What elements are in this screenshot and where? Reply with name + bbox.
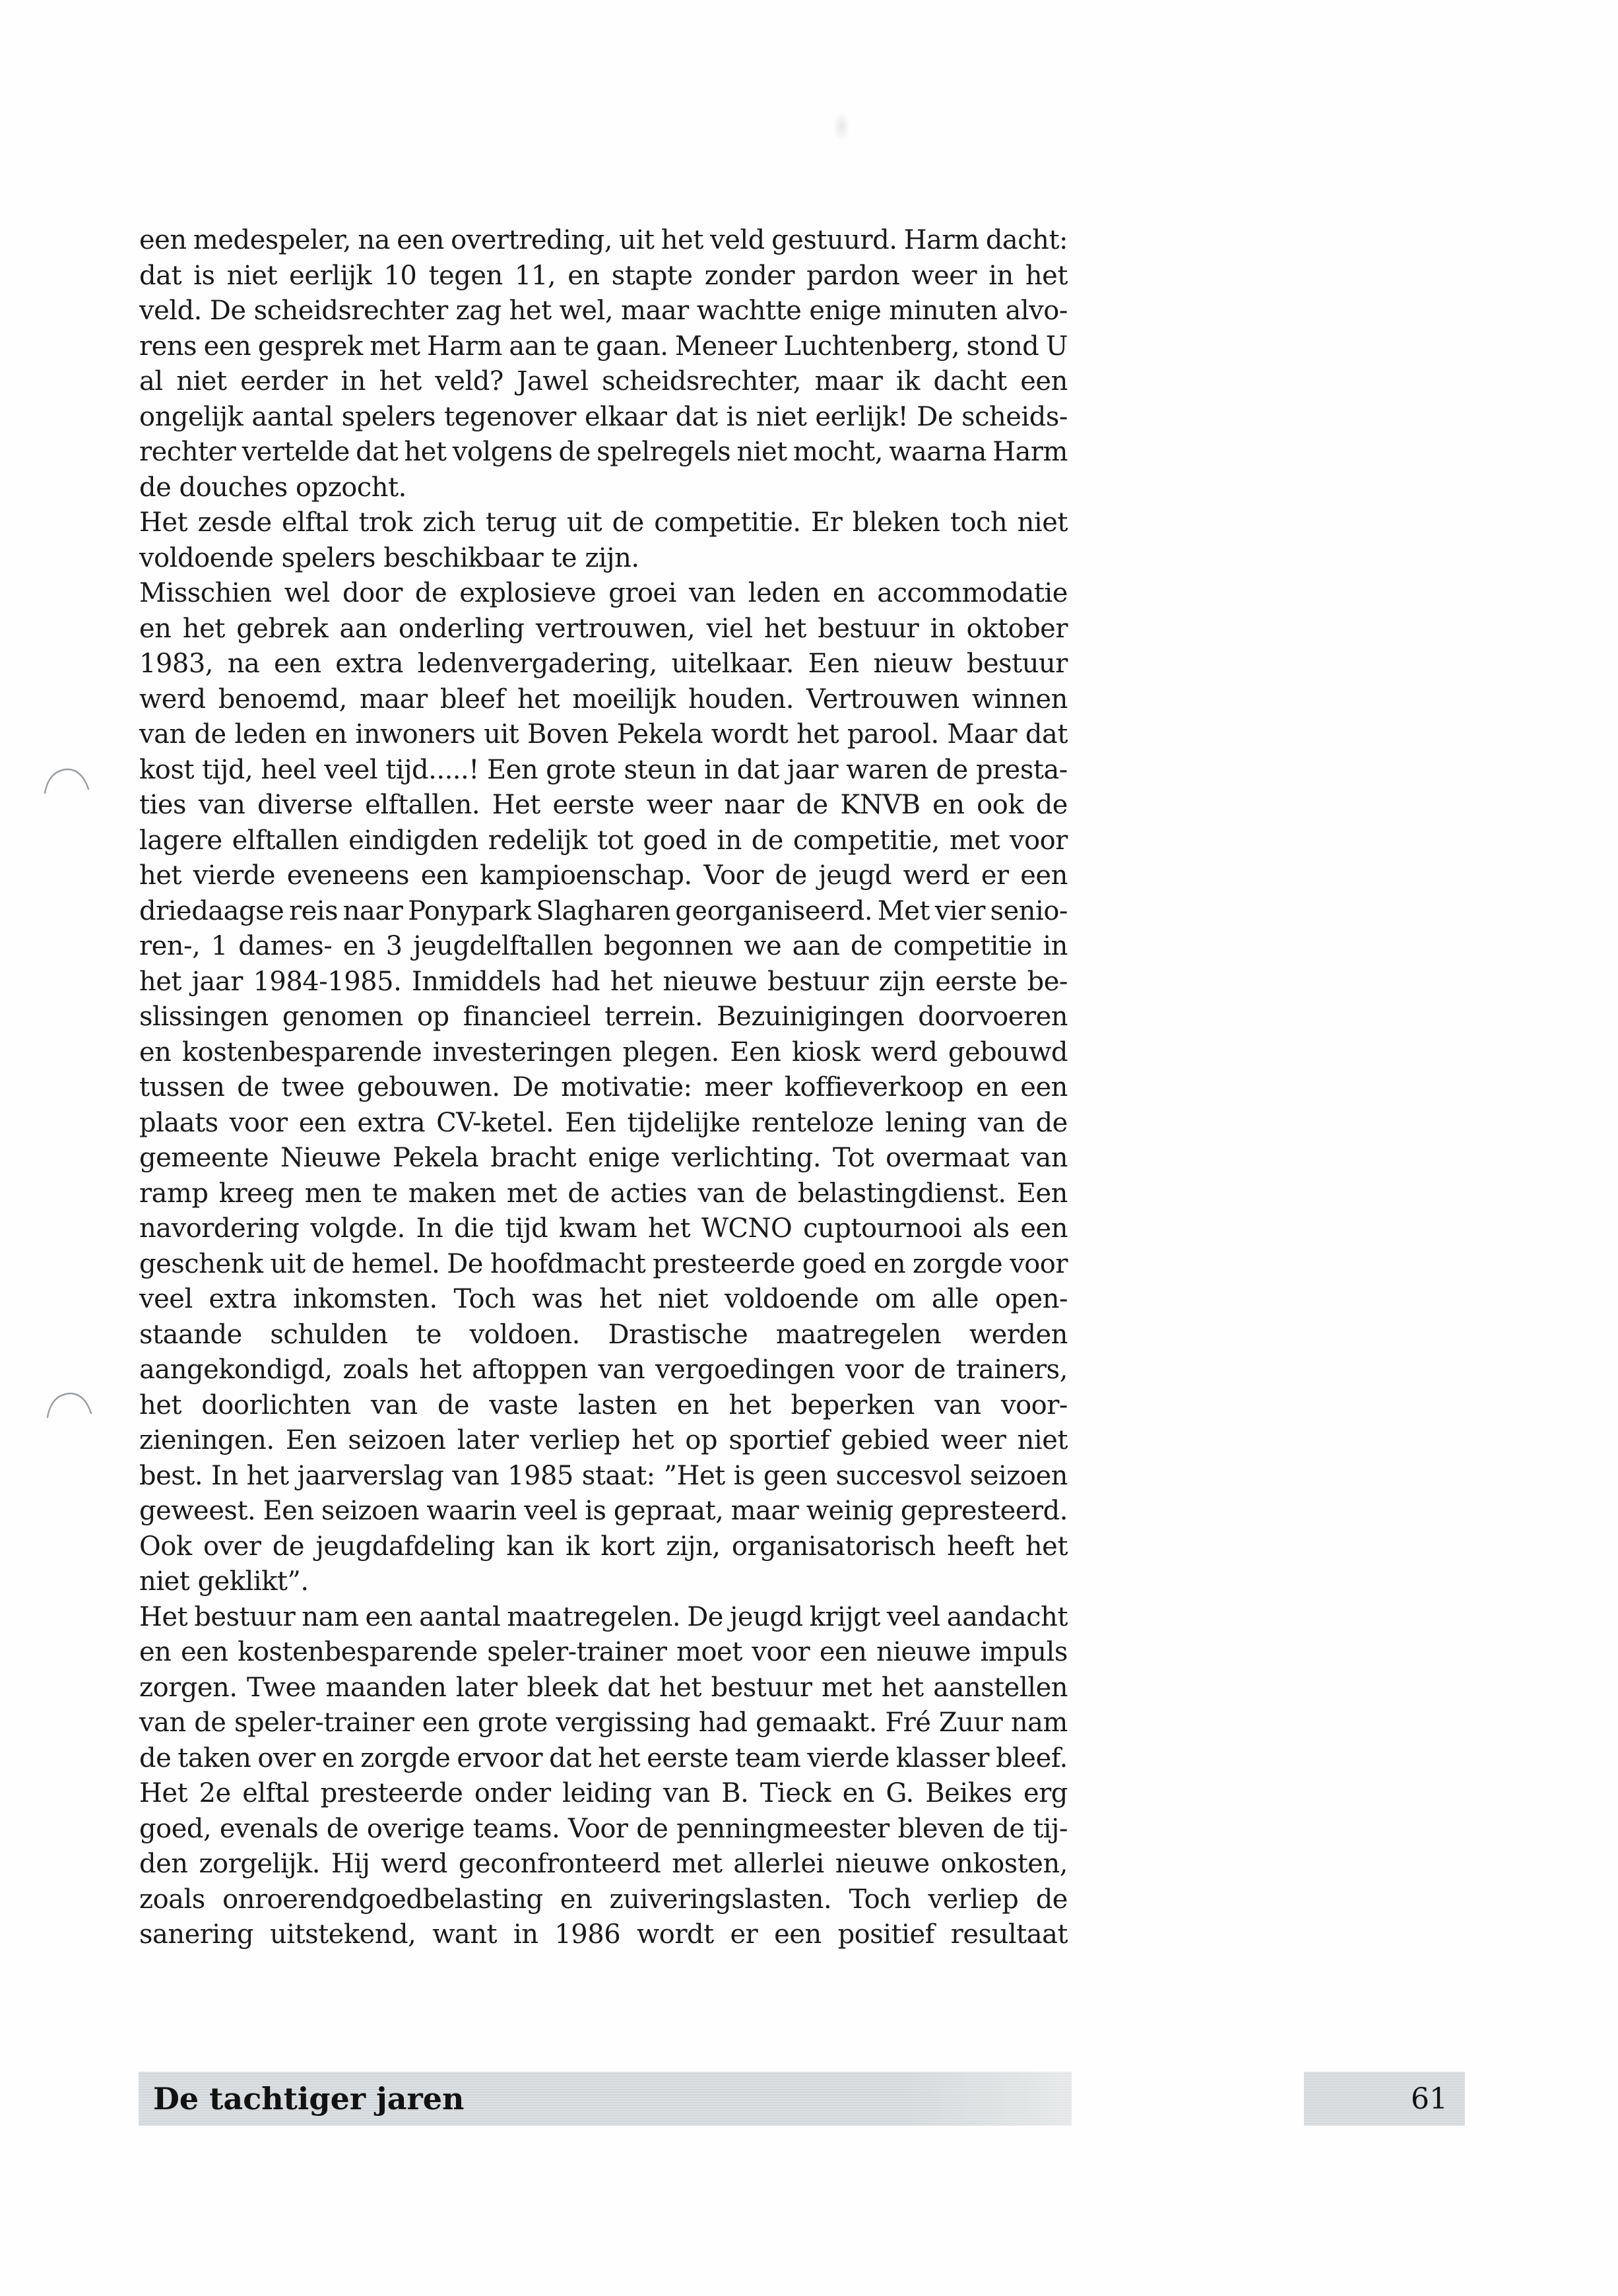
text-line: zieningen. Een seizoen later verliep het op sportief gebied weer niet [139, 1425, 1068, 1455]
paragraph [139, 505, 1068, 576]
text-line: Misschien wel door de explosieve groei van leden en accommodatie [139, 578, 1068, 608]
text-line: aangekondigd, zoals het aftoppen van vergoedingen voor de trainers, [139, 1355, 1068, 1385]
body-text [139, 223, 1068, 1953]
text-line: Het 2e elftal presteerde onder leiding van B. Tieck en G. Beikes erg [139, 1778, 1068, 1808]
text-line: veel extra inkomsten. Toch was het niet voldoende om alle open- [139, 1284, 1068, 1314]
text-line: plaats voor een extra CV-ketel. Een tijdelijke renteloze lening van de [139, 1107, 1068, 1138]
text-line: zoals onroerendgoedbelasting en zuiveringslasten. Toch verliep de [139, 1884, 1068, 1915]
text-line: Het bestuur nam een aantal maatregelen. De jeugd krijgt veel aandacht [139, 1601, 1068, 1632]
text-line: kost tijd, heel veel tijd.....! Een grote steun in dat jaar waren de presta- [139, 754, 1068, 785]
text-line: den zorgelijk. Hij werd geconfronteerd met allerlei nieuwe onkosten, [139, 1849, 1068, 1879]
text-line: Ook over de jeugdafdeling kan ik kort zijn, organisatorisch heeft het [139, 1531, 1068, 1562]
text-line: ongelijk aantal spelers tegenover elkaar dat is niet eerlijk! De scheids- [139, 401, 1068, 432]
pen-mark-arc [42, 765, 92, 797]
text-line: slissingen genomen op financieel terrein. Bezuinigingen doorvoeren [139, 1002, 1068, 1032]
text-line: een medespeler, na een overtreding, uit het veld gestuurd. Harm dacht: [139, 225, 1068, 255]
text-line: het jaar 1984-1985. Inmiddels had het nieuwe bestuur zijn eerste be- [139, 966, 1068, 997]
text-line: het doorlichten van de vaste lasten en het beperken van voor- [139, 1389, 1068, 1420]
text-line: de taken over en zorgde ervoor dat het eerste team vierde klasser bleef. [139, 1742, 1068, 1773]
paragraph [139, 223, 1068, 505]
text-line: dat is niet eerlijk 10 tegen 11, en stapte zonder pardon weer in het [139, 260, 1068, 291]
text-line: al niet eerder in het veld? Jawel scheidsrechter, maar ik dacht een [139, 366, 1068, 397]
text-line: niet geklikt”. [139, 1566, 309, 1597]
text-line: en een kostenbesparende speler-trainer moet voor een nieuwe impuls [139, 1637, 1068, 1667]
text-line: voldoende spelers beschikbaar te zijn. [139, 542, 639, 573]
text-line: ties van diverse elftallen. Het eerste weer naar de KNVB en ook de [139, 790, 1068, 820]
text-line: veld. De scheidsrechter zag het wel, maar wachtte enige minuten alvo- [139, 296, 1068, 326]
text-line: best. In het jaarverslag van 1985 staat: ”Het is geen succesvol seizoen [139, 1460, 1068, 1491]
text-line: van de leden en inwoners uit Boven Pekela wordt het parool. Maar dat [139, 719, 1068, 749]
text-line: staande schulden te voldoen. Drastische maatregelen werden [139, 1319, 1068, 1350]
text-line: lagere elftallen eindigden redelijk tot goed in de competitie, met voor [139, 825, 1068, 856]
paragraph [139, 576, 1068, 1600]
text-line: de douches opzocht. [139, 472, 406, 503]
pen-mark-arc [45, 1389, 95, 1421]
page-number: 61 [1411, 2082, 1448, 2116]
text-line: zorgen. Twee maanden later bleek dat het bestuur met het aanstellen [139, 1672, 1068, 1703]
text-line: driedaagse reis naar Ponypark Slagharen georganiseerd. Met vier senio- [139, 895, 1068, 926]
text-line: tussen de twee gebouwen. De motivatie: meer koffieverkoop en een [139, 1072, 1068, 1102]
footer-section-bar [139, 2072, 1072, 2126]
text-line: goed, evenals de overige teams. Voor de penningmeester bleven de tij- [139, 1813, 1068, 1844]
text-line: navordering volgde. In die tijd kwam het WCNO cuptournooi als een [139, 1213, 1068, 1244]
section-title: De tachtiger jaren [153, 2081, 465, 2117]
text-line: geschenk uit de hemel. De hoofdmacht presteerde goed en zorgde voor [139, 1248, 1068, 1279]
text-line: Het zesde elftal trok zich terug uit de competitie. Er bleken toch niet [139, 507, 1068, 538]
text-line: sanering uitstekend, want in 1986 wordt er een positief resultaat [139, 1919, 1068, 1950]
text-line: en kostenbesparende investeringen plegen. Een kiosk werd gebouwd [139, 1036, 1068, 1068]
text-line: werd benoemd, maar bleef het moeilijk houden. Vertrouwen winnen [139, 684, 1068, 715]
paragraph [139, 1600, 1068, 1953]
text-line: 1983, na een extra ledenvergadering, uitelkaar. Een nieuw bestuur [139, 649, 1068, 679]
scan-smudge-artifact [833, 112, 850, 141]
text-line: rens een gesprek met Harm aan te gaan. Meneer Luchtenberg, stond U [139, 331, 1068, 362]
text-line: geweest. Een seizoen waarin veel is gepraat, maar weinig gepresteerd. [139, 1496, 1068, 1526]
text-line: gemeente Nieuwe Pekela bracht enige verlichting. Tot overmaat van [139, 1143, 1068, 1173]
text-line: en het gebrek aan onderling vertrouwen, viel het bestuur in oktober [139, 613, 1068, 644]
text-line: van de speler-trainer een grote vergissing had gemaakt. Fré Zuur nam [139, 1707, 1068, 1738]
text-line: rechter vertelde dat het volgens de spelregels niet mocht, waarna Harm [139, 437, 1068, 467]
page-number-box [1304, 2072, 1465, 2126]
text-line: ramp kreeg men te maken met de acties van de belastingdienst. Een [139, 1178, 1068, 1209]
text-line: ren-, 1 dames- en 3 jeugdelftallen begonnen we aan de competitie in [139, 931, 1068, 961]
text-line: het vierde eveneens een kampioenschap. Voor de jeugd werd er een [139, 860, 1068, 891]
